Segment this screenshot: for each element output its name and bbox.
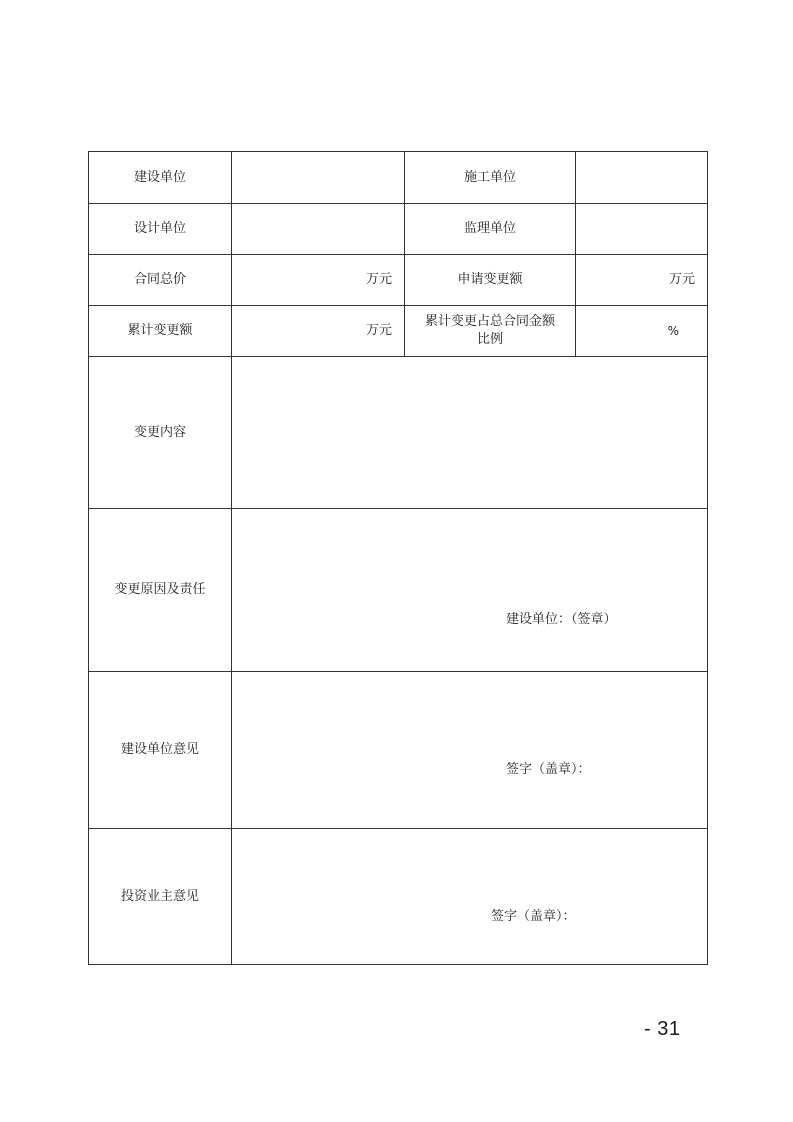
cumulative-change-label: 累计变更额 [89, 306, 232, 357]
form-row-design [89, 204, 708, 255]
form-row-cumulative [89, 306, 708, 357]
cumulative-ratio-label-line1: 累计变更占总合同金额 [424, 314, 555, 329]
requested-change-label: 申请变更额 [405, 255, 576, 306]
change-reason-label: 变更原因及责任 [89, 509, 232, 672]
form-row-amounts [89, 255, 708, 306]
contractor-unit-label: 施工单位 [405, 152, 576, 204]
owner-opinion-signature: 签字（盖章）： [506, 762, 591, 777]
form-row-investor-opinion [89, 829, 708, 965]
form-row-change-content [89, 357, 708, 509]
construction-unit-label: 建设单位 [89, 152, 232, 204]
design-unit-value [232, 204, 405, 255]
contractor-unit-value [576, 152, 708, 204]
requested-change-unit: 万元 [576, 255, 708, 306]
cumulative-change-unit: 万元 [232, 306, 405, 357]
change-content-label: 变更内容 [89, 357, 232, 509]
change-reason-area [232, 509, 708, 672]
supervision-unit-label: 监理单位 [405, 204, 576, 255]
investor-opinion-label: 投资业主意见 [89, 829, 232, 965]
cumulative-ratio-label-line2: 比例 [476, 332, 503, 347]
investor-opinion-area [232, 829, 708, 965]
contract-total-label: 合同总价 [89, 255, 232, 306]
form-row-change-reason [89, 509, 708, 672]
owner-opinion-area [232, 672, 708, 829]
cumulative-ratio-label [405, 306, 576, 357]
construction-unit-value [232, 152, 405, 204]
owner-opinion-label: 建设单位意见 [89, 672, 232, 829]
change-reason-signature: 建设单位：（签章） [506, 612, 617, 627]
page-number: - 31 [644, 1018, 681, 1040]
change-request-form [88, 151, 708, 965]
form-row-units [89, 152, 708, 204]
cumulative-ratio-unit: % [576, 306, 708, 357]
contract-total-unit: 万元 [232, 255, 405, 306]
design-unit-label: 设计单位 [89, 204, 232, 255]
change-content-area [232, 357, 708, 509]
supervision-unit-value [576, 204, 708, 255]
investor-opinion-signature: 签字（盖章）： [491, 909, 576, 924]
form-row-owner-opinion [89, 672, 708, 829]
